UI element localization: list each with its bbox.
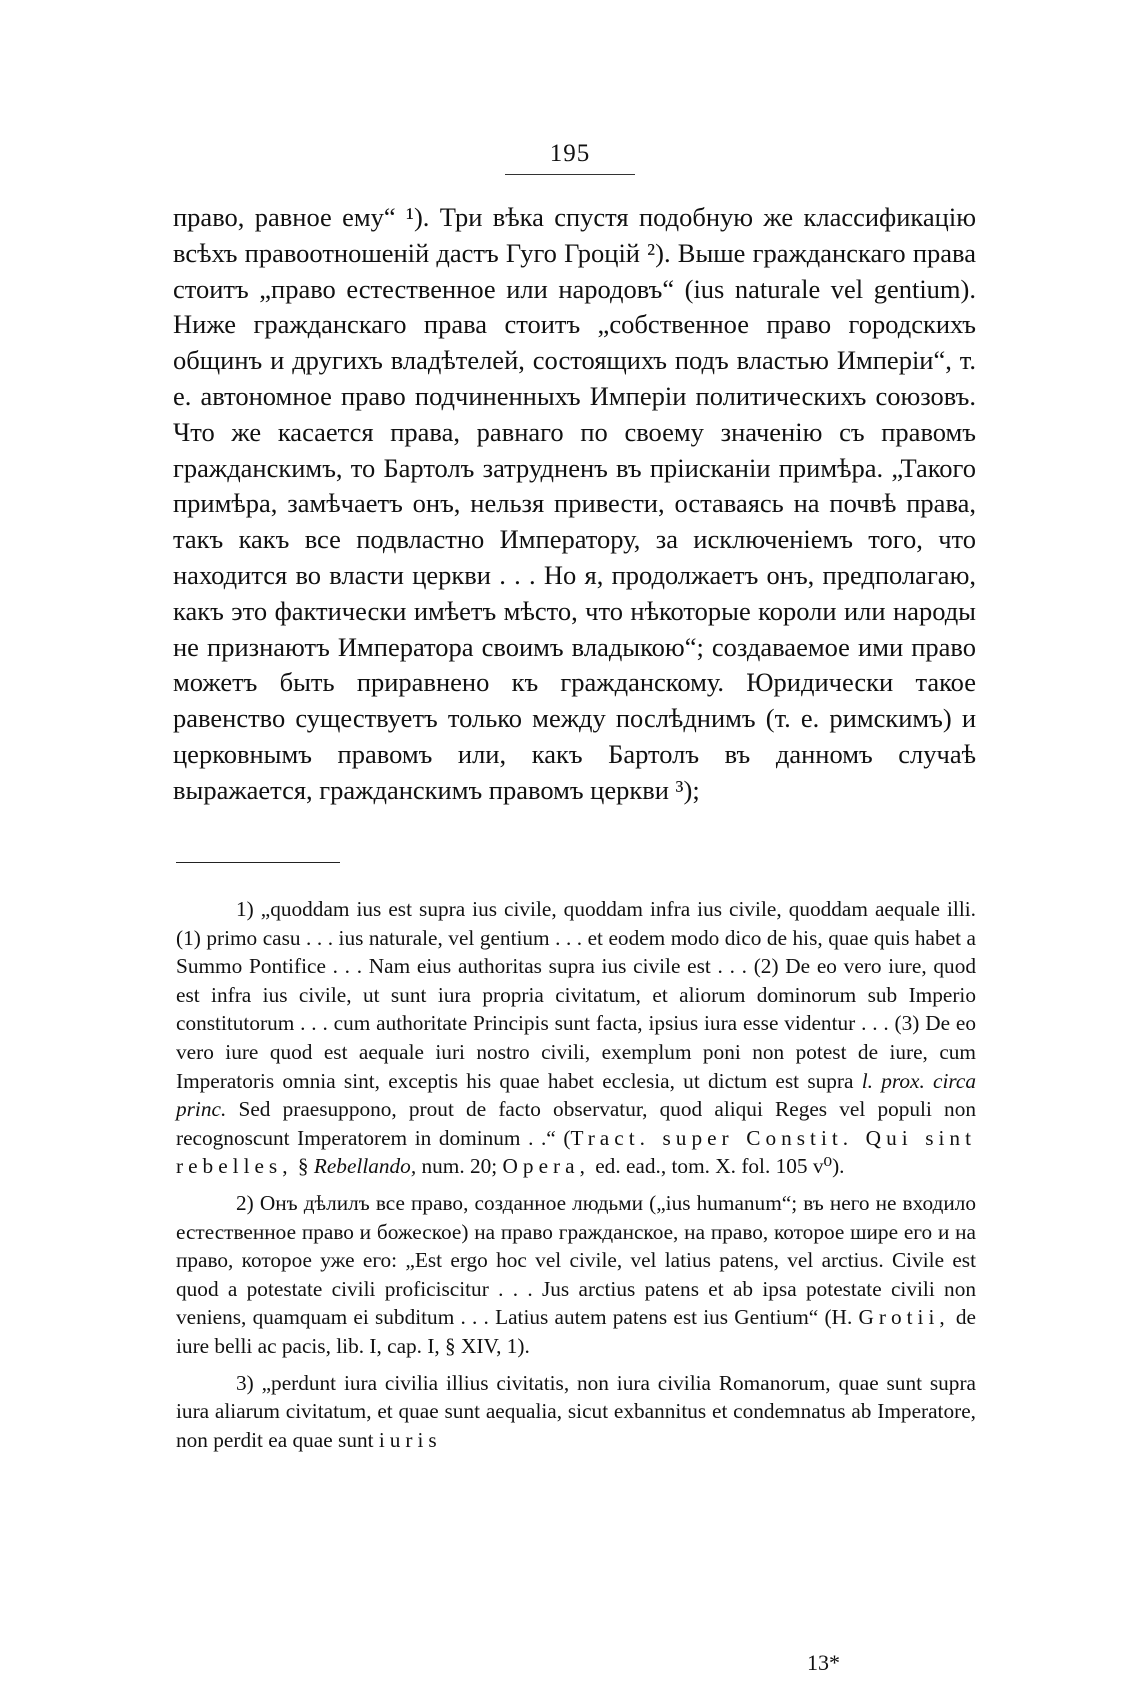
footnote-1-text-cont: Sed praesuppono, prout de facto observatur, quod aliqui Reges vel populi non recognoscunt Imperatorem in dominum . .“ ( <box>176 1097 977 1150</box>
signature-mark: 13* <box>807 1650 840 1675</box>
footnote-1-text: 1) „quoddam ius est supra ius civile, quoddam infra ius civile, quoddam aequale illi. (1) primo casu . . . ius naturale, vel gentium . . . et eodem modo dico de his, quae quis habet a Summo Pontifice . . . Nam eius authoritas supra ius civile est . . . (2) De eo vero iure, quod est infra ius civile, ut sunt iura propria civitatum, et aliorum dominorum sub Imperio constitutorum . . . cum authoritate Principis sunt facta, ipsius iura esse videntur . . . (3) De eo vero iure quod est aequale iuri nostro civili, exemplum poni non potest de iure, cum Imperatoris omnia sint, exceptis his quae habet ecclesia, ut dictum est supra <box>176 897 976 1093</box>
footnote-1-opera: Opera, <box>502 1154 590 1179</box>
footnote-1-end: ed. ead., tom. X. fol. 105 v⁰). <box>589 1154 845 1179</box>
footnote-3 <box>176 1369 976 1455</box>
footnote-2-text: 2) Онъ дѣлилъ все право, созданное людьми („ius humanum“; въ него не входило естественное право и божеское) на право гражданское, на право, которое шире его и на право, которое уже его: „Est ergo hoc vel civile, vel latius patens, vel arctius. Civile est quod a potestate civili proficiscitur . . . Jus arctius patens et ab ipsa potestate civili non veniens, quamquam ei subditum . . . Latius autem patens est ius Gentium“ (H. <box>176 1190 976 1330</box>
footnote-1-ref: l. prox. circa princ. <box>176 1068 977 1122</box>
footnote-3-iuris: iuris <box>378 1427 442 1452</box>
footnote-3-text: 3) „perdunt iura civilia illius civitatis, non iura civilia Romanorum, quae sunt supra iura aliarum civitatum, et quae sunt aequalia, sicut exbannitus et condemnatus ab Imperatore, non perdit ea quae sunt <box>176 1370 976 1452</box>
footnote-1-rebellando: Rebellando, <box>313 1154 417 1179</box>
footnote-1 <box>176 895 976 1181</box>
header-rule <box>505 174 635 175</box>
body-paragraph: право, равное ему“ ¹). Три вѣка спустя подобную же классификацію всѣхъ правоотношеній дастъ Гуго Гроцій ²). Выше гражданскаго права стоитъ „право естественное или народовъ“ (ius naturale vel gentium). Ниже гражданскаго права стоитъ „собственное право городскихъ общинъ и другихъ владѣтелей, состоящихъ подъ властью Имперіи“, т. е. автономное право подчиненныхъ Имперіи политическихъ союзовъ. Что же касается права, равнаго по своему значенію съ правомъ гражданскимъ, то Бартолъ затрудненъ въ пріисканіи примѣра. „Такого примѣра, замѣчаетъ онъ, нельзя привести, оставаясь на почвѣ права, такъ какъ все подвластно Императору, за исключеніемъ того, что находится во власти церкви . . . Но я, продолжаетъ онъ, предполагаю, какъ это фактически имѣетъ мѣсто, что нѣкоторые короли или народы не признаютъ Императора своимъ владыкою“; создаваемое ими право можетъ быть приравнено къ гражданскому. Юридически такое равенство существуетъ только между послѣднимъ (т. е. римскимъ) и церковнымъ правомъ или, какъ Бартолъ въ данномъ случаѣ выражается, гражданскимъ правомъ церкви ³); <box>173 202 976 805</box>
footnote-2-grotii: Grotii, <box>858 1305 950 1330</box>
page-header <box>0 140 1140 175</box>
footnote-1-paragraph-sign: § <box>292 1154 314 1179</box>
footnote-2-end: de iure belli ac pacis, lib. I, cap. I, § XIV, 1). <box>176 1305 976 1358</box>
main-text <box>173 200 976 809</box>
footnote-2 <box>176 1189 976 1361</box>
footnotes <box>176 895 976 1462</box>
footnote-1-tract: Tract. super Constit. Qui sint rebelles, <box>176 1125 976 1179</box>
footnote-1-num: num. 20; <box>416 1154 503 1179</box>
footnote-separator <box>176 862 340 863</box>
page-number: 195 <box>549 140 591 167</box>
